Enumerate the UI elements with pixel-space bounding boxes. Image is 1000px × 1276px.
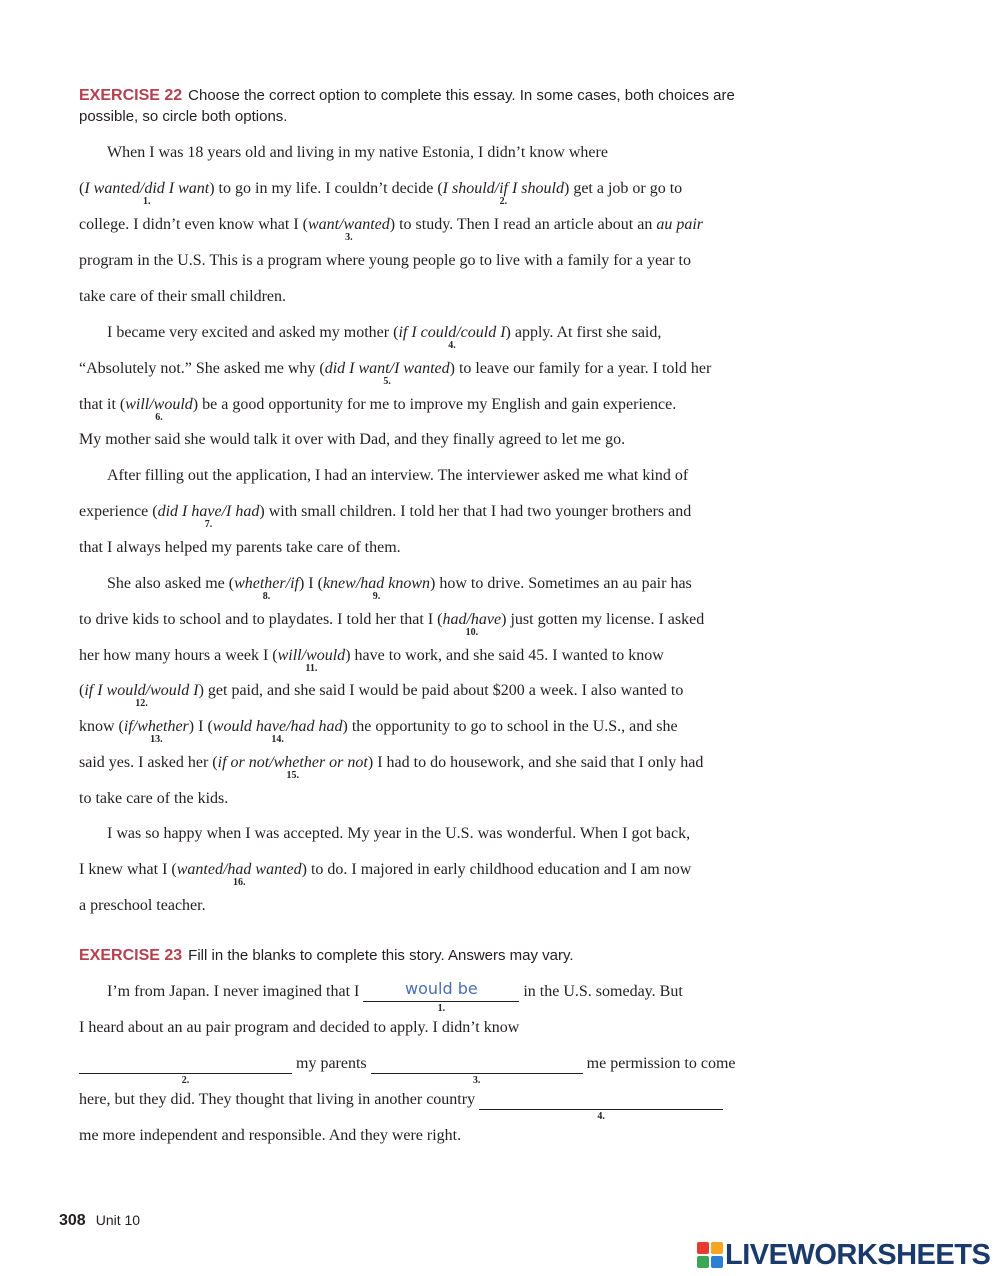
option-5[interactable]: did I want/I wanted 5. [324, 360, 450, 387]
liveworksheets-logo-text: LIVEWORKSHEETS [725, 1238, 991, 1271]
blank-1-number: 1. [437, 1003, 446, 1014]
liveworksheets-logo-icon [697, 1242, 723, 1268]
option-15-number: 15. [286, 770, 299, 781]
exercise-23-instruction: Fill in the blanks to complete this story. Answers may vary. [188, 947, 574, 964]
exercise-22-label: EXERCISE 22 [79, 87, 183, 104]
option-9-number: 9. [372, 591, 381, 602]
essay-line-8: that it (will/would 6. ) be a good opportunity for me to improve my English and gain experience. [79, 396, 677, 423]
essay-line-21: I knew what I (wanted/had wanted 16. ) to do. I majored in early childhood education and I am now [79, 861, 692, 888]
story-line-3: 2. my parents 3. me permission to come [79, 1054, 779, 1074]
option-16[interactable]: wanted/had wanted 16. [176, 861, 302, 888]
option-2-number: 2. [499, 196, 508, 207]
option-8-number: 8. [262, 591, 271, 602]
blank-1-answer: would be [405, 979, 478, 998]
option-12-number: 12. [135, 698, 148, 709]
liveworksheets-logo [697, 1240, 997, 1270]
essay-line-1: When I was 18 years old and living in my native Estonia, I didn’t know where [107, 144, 608, 161]
essay-line-4: program in the U.S. This is a program where young people go to live with a family for a year to [79, 252, 691, 269]
option-5-number: 5. [383, 376, 391, 387]
option-14-number: 14. [271, 734, 284, 745]
essay-line-15: her how many hours a week I (will/would 11. ) have to work, and she said 45. I wanted to know [79, 647, 664, 674]
option-10[interactable]: had/have 10. [442, 611, 502, 638]
exercise-22-instruction-line-1: Choose the correct option to complete this essay. In some cases, both choices are [188, 87, 735, 104]
page-number: 308 [59, 1212, 86, 1229]
option-4[interactable]: if I could/could I 4. [398, 324, 506, 351]
option-3[interactable]: want/wanted 3. [307, 216, 390, 243]
option-12[interactable]: if I would/would I 12. [84, 682, 199, 709]
essay-line-19: to take care of the kids. [79, 790, 229, 807]
essay-line-18: said yes. I asked her (if or not/whether or not 15. ) I had to do housework, and she said that I only had [79, 754, 704, 781]
option-6[interactable]: will/would 6. [125, 396, 193, 423]
option-14[interactable]: would have/had had 14. [212, 718, 343, 745]
option-9[interactable]: knew/had known 9. [322, 575, 431, 602]
option-11[interactable]: will/would 11. [277, 647, 346, 674]
unit-label: Unit 10 [95, 1212, 141, 1228]
blank-4-input[interactable] [479, 1091, 723, 1122]
essay-line-10: After filling out the application, I had an interview. The interviewer asked me what kind of [107, 467, 689, 484]
option-7-number: 7. [204, 519, 213, 530]
option-13-number: 13. [150, 734, 163, 745]
blank-3-input[interactable] [371, 1055, 583, 1086]
blank-2-input[interactable] [79, 1055, 292, 1086]
exercise-22-instruction-line-2: possible, so circle both options. [79, 108, 288, 125]
option-7[interactable]: did I have/I had 7. [157, 503, 260, 530]
essay-line-3: college. I didn’t even know what I (want/wanted 3. ) to study. Then I read an article about an au pair [79, 216, 703, 243]
story-line-4: here, but they did. They thought that living in another country 4. [79, 1090, 779, 1110]
option-10-number: 10. [465, 627, 479, 638]
essay-line-20: I was so happy when I was accepted. My year in the U.S. was wonderful. When I got back, [107, 825, 691, 842]
story-line-1: I’m from Japan. I never imagined that I would be 1. in the U.S. someday. But [107, 979, 683, 1014]
exercise-23-instructions [79, 945, 779, 966]
option-1[interactable]: I wanted/did I want 1. [84, 180, 210, 207]
option-16-number: 16. [232, 877, 246, 888]
story-line-2: I heard about an au pair program and decided to apply. I didn’t know [79, 1019, 520, 1036]
blank-2-number: 2. [181, 1075, 190, 1086]
essay-line-16: (if I would/would I 12. ) get paid, and she said I would be paid about $200 a week. I also wanted to [79, 682, 684, 709]
option-2[interactable]: I should/if I should 2. [442, 180, 564, 207]
blank-3-number: 3. [472, 1075, 481, 1086]
essay-line-6: I became very excited and asked my mother (if I could/could I 4. ) apply. At first she said, [107, 324, 662, 351]
essay-line-14: to drive kids to school and to playdates. I told her that I (had/have 10. ) just gotten my license. I asked [79, 611, 705, 638]
option-3-number: 3. [345, 232, 353, 243]
essay-line-17: know (if/whether 13. ) I (would have/had had 14. ) the opportunity to go to school in the U.S., and she [79, 718, 678, 745]
essay-line-12: that I always helped my parents take care of them. [79, 539, 401, 556]
option-1-number: 1. [143, 196, 151, 207]
exercise-23-label: EXERCISE 23 [79, 947, 183, 964]
essay-line-7: “Absolutely not.” She asked me why (did I want/I wanted 5. ) to leave our family for a year. I told her [79, 360, 712, 387]
option-13[interactable]: if/whether 13. [123, 718, 189, 745]
option-8[interactable]: whether/if 8. [234, 575, 299, 602]
blank-4-number: 4. [597, 1111, 605, 1122]
exercise-22-instructions [79, 85, 779, 127]
story-line-5: me more independent and responsible. And they were right. [79, 1127, 462, 1144]
option-6-number: 6. [155, 412, 163, 423]
au-pair-term: au pair [656, 216, 703, 233]
option-11-number: 11. [305, 663, 318, 674]
essay-line-5: take care of their small children. [79, 288, 287, 305]
essay-line-2: (I wanted/did I want 1. ) to go in my life. I couldn’t decide (I should/if I should 2. ) get a job or go to [79, 180, 683, 207]
option-15[interactable]: if or not/whether or not 15. [217, 754, 368, 781]
essay-line-9: My mother said she would talk it over with Dad, and they finally agreed to let me go. [79, 431, 626, 448]
essay-line-11: experience (did I have/I had 7. ) with small children. I told her that I had two younger brothers and [79, 503, 692, 530]
page-footer [59, 1212, 140, 1230]
option-4-number: 4. [448, 340, 456, 351]
essay-line-13: She also asked me (whether/if 8. ) I (knew/had known 9. ) how to drive. Sometimes an au pair has [107, 575, 692, 602]
essay-line-22: a preschool teacher. [79, 897, 206, 914]
blank-1-input[interactable] [363, 979, 519, 1014]
